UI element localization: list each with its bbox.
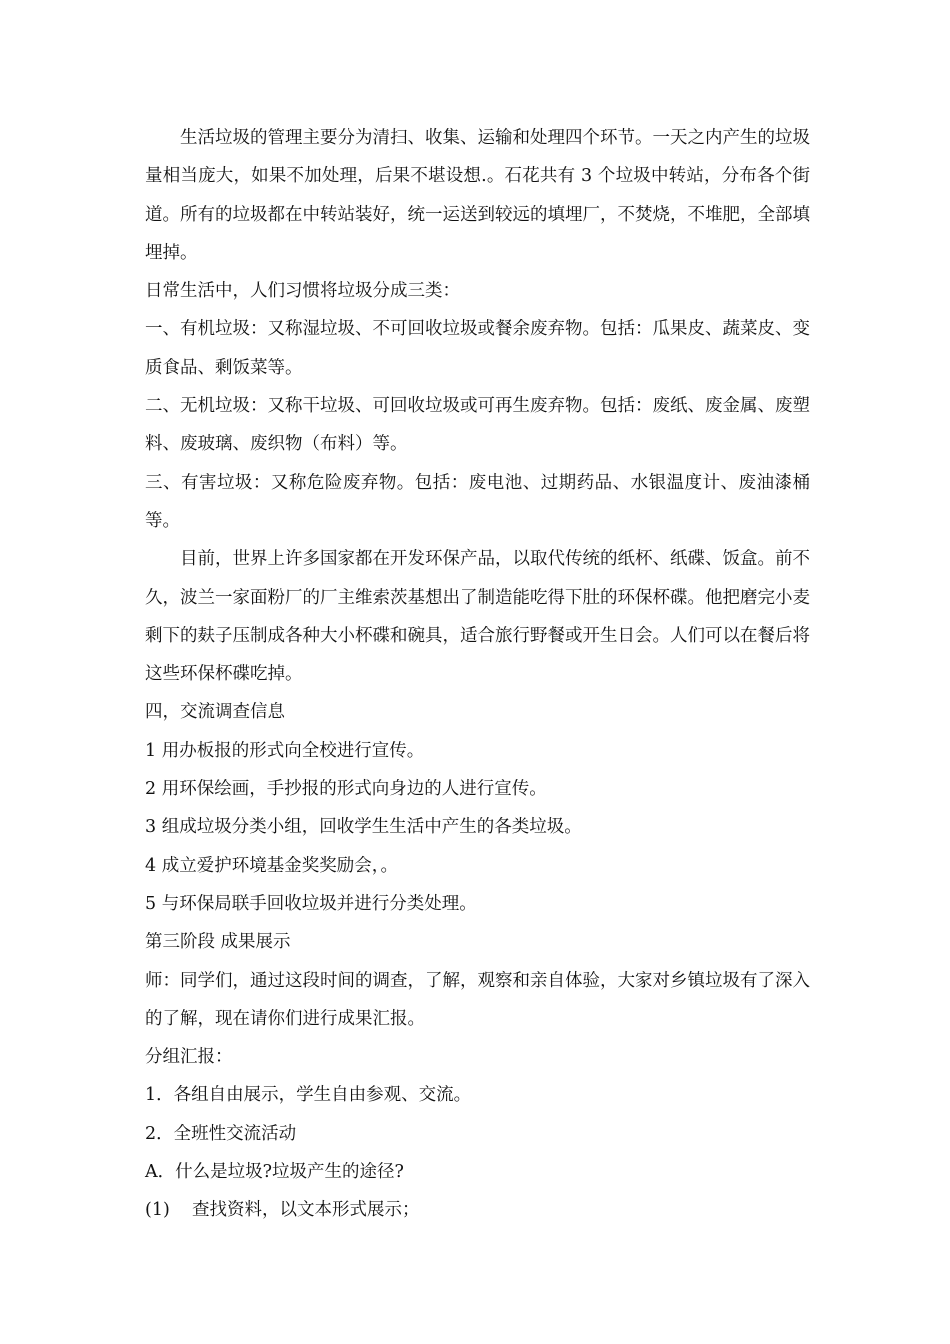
list-item-4: 4 成立爱护环境基金奖奖励会，。 <box>145 855 398 876</box>
list-item-1: 1 用办板报的形式向全校进行宣传。 <box>145 740 425 761</box>
section-heading-stage-three: 第三阶段 成果展示 <box>145 932 291 953</box>
list-item-2: 2 用环保绘画，手抄报的形式向身边的人进行宣传。 <box>145 779 547 800</box>
list-item-3: 3 组成垃圾分类小组，回收学生生活中产生的各类垃圾。 <box>145 817 582 838</box>
question-what-is-garbage: A．什么是垃圾?垃圾产生的途径? <box>145 1162 404 1183</box>
paragraph-classification-intro: 日常生活中，人们习惯将垃圾分成三类： <box>145 281 460 302</box>
paragraph-teacher-remarks: 师：同学们，通过这段时间的调查，了解，观察和亲自体验，大家对乡镇垃圾有了深入的了解，现在请你们进行成果汇报。 <box>145 970 810 1029</box>
list-item-free-display: 1．各组自由展示，学生自由参观、交流。 <box>145 1085 472 1106</box>
section-heading-exchange-info: 四，交流调查信息 <box>145 702 285 723</box>
sub-item-find-materials: (1) 查找资料，以文本形式展示； <box>145 1200 420 1221</box>
paragraph-organic-waste: 一、有机垃圾：又称湿垃圾、不可回收垃圾或餐余废弃物。包括：瓜果皮、蔬菜皮、变质食品、剩饭菜等。 <box>145 319 810 378</box>
paragraph-inorganic-waste: 二、无机垃圾：又称干垃圾、可回收垃圾或可再生废弃物。包括：废纸、废金属、废塑料、废玻璃、废织物（布料）等。 <box>145 396 810 455</box>
document-body <box>145 119 810 1230</box>
paragraph-garbage-management: 生活垃圾的管理主要分为清扫、收集、运输和处理四个环节。一天之内产生的垃圾量相当庞大，如果不加处理，后果不堪设想.。石花共有 3 个垃圾中转站，分布各个街道。所有的垃圾都在中转站装好，统一运送到较远的填埋厂，不焚烧，不堆肥，全部填埋掉。 <box>145 128 810 263</box>
paragraph-group-report: 分组汇报： <box>145 1047 233 1068</box>
list-item-5: 5 与环保局联手回收垃圾并进行分类处理。 <box>145 893 477 914</box>
paragraph-hazardous-waste: 三、有害垃圾：又称危险废弃物。包括：废电池、过期药品、水银温度计、废油漆桶等。 <box>145 472 810 531</box>
paragraph-eco-products: 目前，世界上许多国家都在开发环保产品，以取代传统的纸杯、纸碟、饭盒。前不久，波兰一家面粉厂的厂主维索茨基想出了制造能吃得下肚的环保杯碟。他把磨完小麦剩下的麸子压制成各种大小杯碟和碗具，适合旅行野餐或开生日会。人们可以在餐后将这些环保杯碟吃掉。 <box>145 549 810 685</box>
list-item-class-exchange: 2．全班性交流活动 <box>145 1123 297 1144</box>
